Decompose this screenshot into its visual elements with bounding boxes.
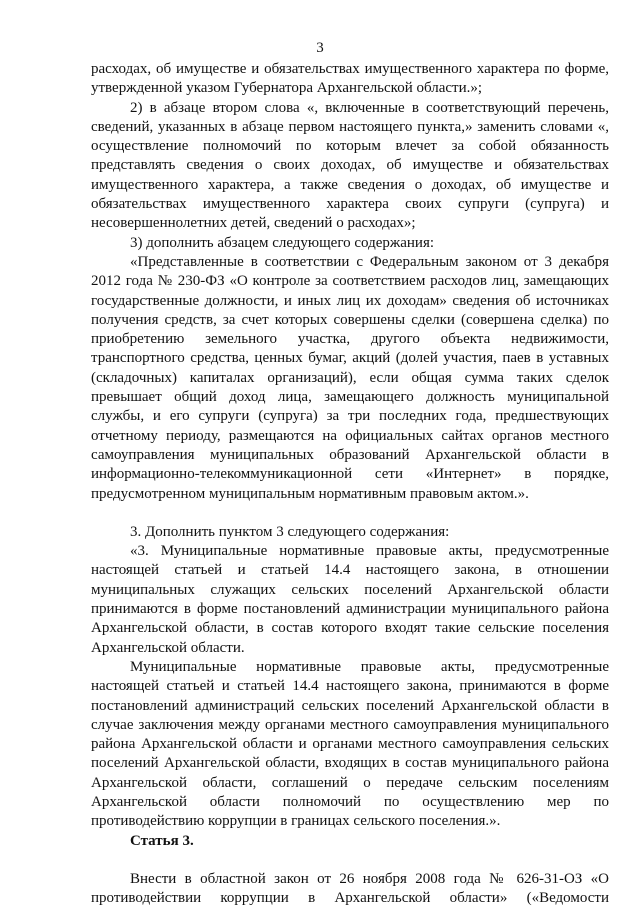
paragraph-article-3: Внести в областной закон от 26 ноября 2008 года № 626-31-ОЗ «О противодействии коррупции в Архангельской области» («Ведомости — [91, 870, 609, 907]
paragraph-point-3: 3. Дополнить пунктом 3 следующего содержания: — [130, 523, 450, 540]
paragraph-quoted-point-3: «3. Муниципальные нормативные правовые акты, предусмотренные настоящей статьей и статьей 14.4 настоящего закона, в отношении муниципальных служащих сельских поселений Архангельской области принимаются в форме постановлений администрации муниципального района Архангельской области, в состав которого входят такие сельские поселения Архангельской области. — [91, 543, 609, 656]
page-number: 3 — [316, 40, 324, 56]
article-heading: Статья 3. — [130, 832, 194, 849]
paragraph-municipal-acts: Муниципальные нормативные правовые акты, предусмотренные настоящей статьей и статьей 14.4 настоящего закона, принимаются в форме постановлений администраций сельских поселений Архангельской области в случае заключения между органами местного самоуправления муниципального района Архангельской области и органами местного самоуправления сельских поселений Архангельской области, входящих в состав муниципального района Архангельской области, соглашений о передаче сельским поселениям Архангельской области полномочий по осуществлению мер по противодействию коррупции в границах сельского поселения.». — [91, 658, 609, 830]
document-body — [91, 60, 609, 908]
paragraph-quoted-addition: «Представленные в соответствии с Федеральным законом от 3 декабря 2012 года № 230-ФЗ «О контроле за соответствием расходов лиц, замещающих государственные должности, и иных лиц их доходам» сведения об источниках получения средств, за счет которых совершены сделки (совершена сделка) по приобретению земельного участка, другого объекта недвижимости, транспортного средства, ценных бумаг, акций (долей участия, паев в уставных (складочных) капиталах организаций), если общая сумма таких сделок превышает общий доход лица, замещающего должность муниципальной службы, и его супруги (супруга) за три последних года, предшествующих отчетному периоду, размещаются на официальных сайтах органов местного самоуправления муниципальных образований Архангельской области в информационно-телекоммуникационной сети «Интернет» в порядке, предусмотренном муниципальным нормативным правовым актом.». — [91, 253, 609, 502]
paragraph-continuation: расходах, об имуществе и обязательствах имущественного характера по форме, утвержденной указом Губернатора Архангельской области.»; — [91, 61, 609, 97]
paragraph-item-3: 3) дополнить абзацем следующего содержания: — [130, 234, 435, 251]
paragraph-item-2: 2) в абзаце втором слова «, включенные в соответствующий перечень, сведений, указанных в абзаце первом настоящего пункта,» заменить словами «, осуществление полномочий по которым влечет за собой обязанность представлять сведения о своих доходах, об имуществе и обязательствах имущественного характера, а также сведения о доходах, об имуществе и обязательствах имущественного характера своих супруги (супруга) и несовершеннолетних детей, сведений о расходах»; — [91, 99, 609, 232]
